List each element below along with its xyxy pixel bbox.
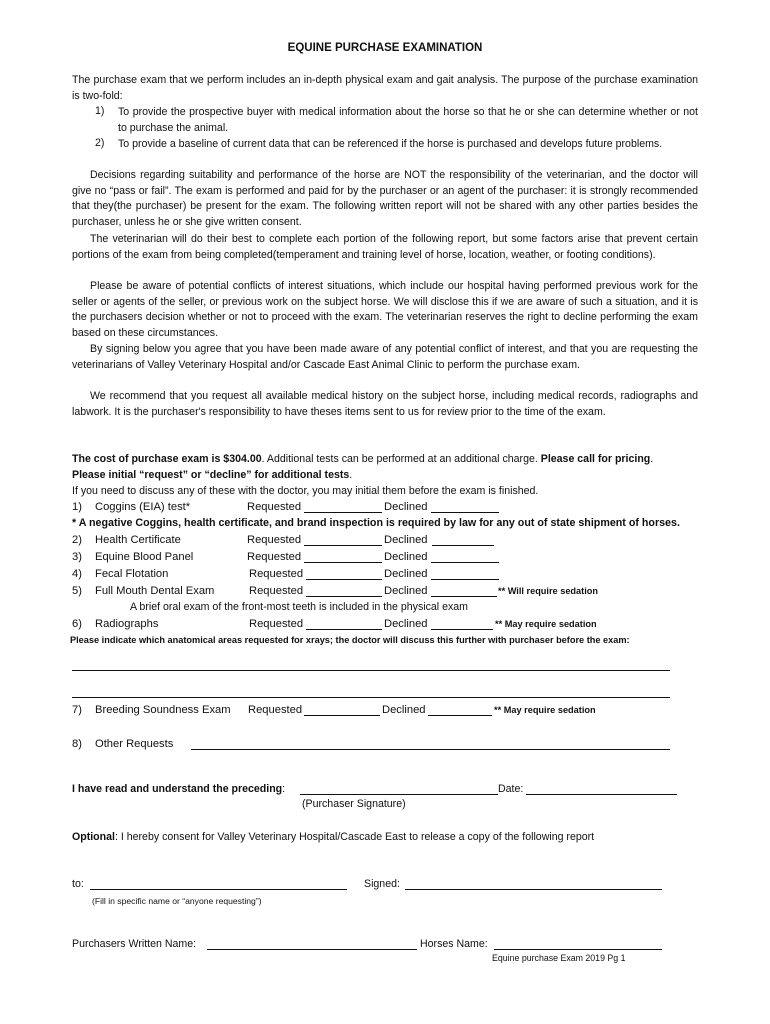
test-number: 2) xyxy=(72,534,82,546)
sedation-note: ** Will require sedation xyxy=(498,586,598,596)
page-footer: Equine purchase Exam 2019 Pg 1 xyxy=(492,953,626,963)
conflict-paragraph: Please be aware of potential conflicts of interest situations, which include our hospital having performed previous work for the seller or agents of the seller, or previous work on the subject horse. We will disclose this if we are aware of such a situation, and it is the purchasers decision whether or not to proceed with the exam. The veterinarian reserves the right to decline performing the exam based on these circumstances. xyxy=(72,280,698,339)
other-requests-field[interactable] xyxy=(191,749,670,750)
requested-label: Requested xyxy=(247,501,302,513)
declined-label: Declined xyxy=(384,618,428,630)
coggins-requirement-note: * A negative Coggins, health certificate, and brand inspection is required by law for any out of state shipment of horses. xyxy=(72,517,680,529)
page-title: EQUINE PURCHASE EXAMINATION xyxy=(287,42,483,54)
horse-name-field[interactable] xyxy=(494,949,662,950)
declined-initial-field[interactable] xyxy=(428,704,492,716)
test-name: Health Certificate xyxy=(95,534,181,546)
test-number: 5) xyxy=(72,585,82,597)
test-number: 4) xyxy=(72,568,82,580)
declined-initial-field[interactable] xyxy=(431,618,493,630)
declined-initial-field[interactable] xyxy=(431,585,497,597)
requested-label: Requested xyxy=(247,534,302,546)
requested-label: Requested xyxy=(249,585,304,597)
initial-period: . xyxy=(349,469,353,481)
requested-initial-field[interactable] xyxy=(304,501,382,513)
test-name: Coggins (EIA) test* xyxy=(95,501,191,513)
requested-label: Requested xyxy=(248,704,303,716)
optional-label: Optional xyxy=(72,831,115,843)
test-number: 6) xyxy=(72,618,82,630)
discuss-note: If you need to discuss any of these with the doctor, you may initial them before the exam is finished. xyxy=(72,485,539,497)
acknowledge-colon: : xyxy=(282,783,286,795)
purchaser-name-field[interactable] xyxy=(207,949,417,950)
release-to-field[interactable] xyxy=(90,889,347,890)
requested-initial-field[interactable] xyxy=(304,704,380,716)
date-field[interactable] xyxy=(526,794,677,795)
intro-paragraph: The purchase exam that we perform includes an in-depth physical exam and gait analysis. The purpose of the purchase examination is two-fold: xyxy=(72,74,698,102)
test-number: 1) xyxy=(72,501,82,513)
horse-name-label: Horses Name: xyxy=(420,938,488,950)
agreement-paragraph: By signing below you agree that you have been made aware of any potential conflict of interest, and that you are requesting the veterinarians of Valley Veterinary Hospital and/or Cascade East Animal Clinic to perform the purchase exam. xyxy=(72,343,698,371)
test-name: Radiographs xyxy=(95,618,159,630)
purchaser-name-label: Purchasers Written Name: xyxy=(72,938,197,950)
purchaser-signature-field[interactable] xyxy=(300,794,498,795)
test-name: Full Mouth Dental Exam xyxy=(95,585,215,597)
signed-label: Signed: xyxy=(364,878,400,890)
test-name: Breeding Soundness Exam xyxy=(95,704,231,716)
optional-text: : I hereby consent for Valley Veterinary Hospital/Cascade East to release a copy of the following report xyxy=(114,831,595,843)
history-paragraph: We recommend that you request all available medical history on the subject horse, including medical records, radiographs and labwork. It is the purchaser's responsibility to have theses items sent to us for review prior to the time of the exam. xyxy=(72,390,698,418)
optional-consent xyxy=(72,831,594,843)
purpose-number: 1) xyxy=(95,105,105,117)
test-number: 7) xyxy=(72,704,82,716)
requested-initial-field[interactable] xyxy=(306,618,382,630)
disclaimer-paragraph: Decisions regarding suitability and performance of the horse are NOT the responsibility of the veterinarian, and the doctor will give no “pass or fail”. The exam is performed and paid for by the purchaser or an agent of the purchaser: it is strongly recommended that they(the purchaser) be present for the exam. The following written report will not be shared with any other parties besides the purchaser, unless he or she give written consent. xyxy=(72,169,698,228)
requested-label: Requested xyxy=(249,568,304,580)
sedation-note: ** May require sedation xyxy=(494,705,596,715)
requested-initial-field[interactable] xyxy=(306,585,382,597)
test-number: 8) xyxy=(72,738,82,750)
xray-areas-line[interactable] xyxy=(72,697,670,698)
dental-note: A brief oral exam of the front-most teeth is included in the physical exam xyxy=(130,601,468,613)
initial-text: Please initial “request” or “decline” for additional tests xyxy=(72,469,350,481)
fill-instruction: (Fill in specific name or “anyone requesting”) xyxy=(92,896,262,906)
declined-initial-field[interactable] xyxy=(431,551,499,563)
acknowledge-label: I have read and understand the preceding xyxy=(72,783,283,795)
cost-amount: The cost of purchase exam is $304.00 xyxy=(72,453,262,465)
declined-label: Declined xyxy=(384,551,428,563)
signature-caption: (Purchaser Signature) xyxy=(302,798,406,810)
test-name: Equine Blood Panel xyxy=(95,551,194,563)
initial-instruction xyxy=(72,469,352,481)
sedation-note: ** May require sedation xyxy=(495,619,597,629)
to-label: to: xyxy=(72,878,84,890)
test-number: 3) xyxy=(72,551,82,563)
declined-initial-field[interactable] xyxy=(432,534,494,546)
call-for-pricing: Please call for pricing xyxy=(540,453,651,465)
declined-initial-field[interactable] xyxy=(431,501,499,513)
requested-label: Requested xyxy=(247,551,302,563)
requested-initial-field[interactable] xyxy=(304,551,382,563)
declined-label: Declined xyxy=(382,704,426,716)
purpose-number: 2) xyxy=(95,137,105,149)
declined-label: Declined xyxy=(384,585,428,597)
requested-initial-field[interactable] xyxy=(306,568,382,580)
test-name: Fecal Flotation xyxy=(95,568,169,580)
cost-text: . Additional tests can be performed at an additional charge. xyxy=(261,453,541,465)
completion-paragraph: The veterinarian will do their best to complete each portion of the following report, but some factors arise that prevent certain portions of the exam from being completed(temperament and training level of horse, location, weather, or footing conditions). xyxy=(72,233,698,261)
cost-period: . xyxy=(650,453,654,465)
xray-instruction: Please indicate which anatomical areas requested for xrays; the doctor will discuss this further with purchaser before the exam: xyxy=(70,635,630,645)
date-label: Date: xyxy=(498,783,524,795)
declined-label: Declined xyxy=(384,501,428,513)
cost-line xyxy=(72,453,653,465)
requested-initial-field[interactable] xyxy=(304,534,382,546)
declined-initial-field[interactable] xyxy=(431,568,499,580)
requested-label: Requested xyxy=(249,618,304,630)
other-requests-label: Other Requests xyxy=(95,738,174,750)
declined-label: Declined xyxy=(384,534,428,546)
xray-areas-line[interactable] xyxy=(72,670,670,671)
acknowledge-line xyxy=(72,783,285,795)
purpose-item: To provide the prospective buyer with medical information about the horse so that he or she can determine whether or not to purchase the animal. xyxy=(118,106,698,134)
purpose-item: To provide a baseline of current data that can be referenced if the horse is purchased and develops future problems. xyxy=(118,138,663,150)
declined-label: Declined xyxy=(384,568,428,580)
release-signature-field[interactable] xyxy=(405,889,662,890)
